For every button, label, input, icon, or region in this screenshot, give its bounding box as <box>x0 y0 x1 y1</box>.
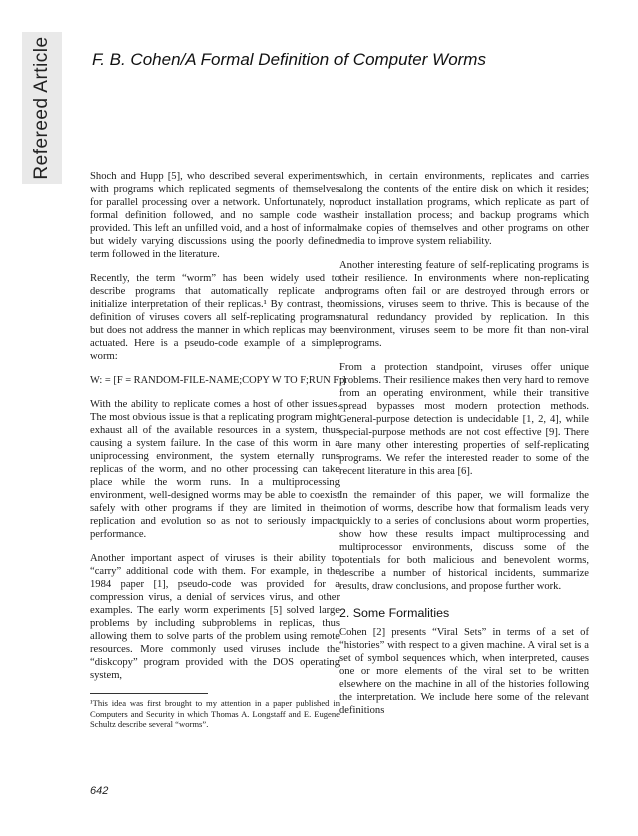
running-head: F. B. Cohen/A Formal Definition of Computer Worms <box>92 50 486 69</box>
footnote-divider <box>90 693 208 694</box>
page-number: 642 <box>90 785 109 797</box>
paragraph: Shoch and Hupp [5], who described several experiments with programs which replicated segments of themselves for parallel processing over a network. Unfortunately, no formal definition followed, and no sample code was provided. This left an unfilled void, and a host of informal but widely varying discussions using the poorly defined term followed in the literature. <box>90 171 340 260</box>
pseudo-code: W: = [F = RANDOM-FILE-NAME;COPY W TO F;RUN F;] <box>90 375 346 386</box>
paragraph: With the ability to replicate comes a host of other issues. The most obvious issue is that a replicating program might exhaust all of the available resources in a system, thus causing a system failure. In the case of this worm in a uniprocessing environment, the system eternally runs replicas of the worm, and no other processing can take place while the worm runs. In a multiprocessing environment, well-designed worms may be able to coexist safely with other programs if they are limited in their replication and evolution so as not to seriously impact performance. <box>90 399 340 540</box>
paragraph: In the remainder of this paper, we will formalize the notion of worms, describe how that formalism leads very quickly to a series of conclusions about worm properties, show how these results impact multiprocessing and multiprocessor environments, discuss some of the potentials for both malicious and benevolent worms, describe a number of historical incidents, summarize results, draw conclusions, and propose further work. <box>339 490 589 592</box>
left-column <box>90 170 346 730</box>
paragraph: Another important aspect of viruses is their ability to “carry” additional code with them. For example, in the 1984 paper [1], pseudo-code was provided for a compression virus, a denial of services virus, and other examples. The early worm experiments [5] solved large problems by including subproblems in replicas, thus allowing them to solve parts of the problem using remote resources. More commonly used viruses include the “diskcopy” program provided with the DOS operating system, <box>90 553 340 681</box>
section-heading: 2. Some Formalities <box>339 606 450 620</box>
footnote: ¹This idea was first brought to my attention in a paper published in Computers and Security in which Thomas A. Longstaff and E. Eugene Schultz describe several “worms”. <box>90 698 340 729</box>
paragraph: Another interesting feature of self-replicating programs is their resilience. In environments where non-replicating programs often fail or are destroyed through errors or omissions, viruses seem to thrive. This is because of the natural redundancy provided by replication. In this environment, viruses seem to be more fit than non-viral programs. <box>339 260 589 349</box>
paragraph: which, in certain environments, replicates and carries along the contents of the entire disk on which it resides; product installation programs, which replicate as part of their installation process; and backup programs which make copies of themselves and other programs on other media to improve system reliability. <box>339 171 589 247</box>
side-label <box>22 32 62 184</box>
right-column <box>339 170 589 728</box>
paragraph: From a protection standpoint, viruses offer unique problems. Their resilience makes then very hard to remove from an operating environment, while their transitive spread bypasses most modern protection methods. General-purpose detection is undecidable [1, 2, 4], while special-purpose methods are not cost effective [9]. There are many other interesting properties of self-replicating programs. We refer the interested reader to some of the recent literature in this area [6]. <box>339 362 589 477</box>
paragraph: Recently, the term “worm” has been widely used to describe programs that automatically replicate and initialize interpretation of their replicas.¹ By contrast, the definition of viruses covers all self-replicating programs but does not address the manner in which replicas may be actuated. Here is a pseudo-code example of a simple worm: <box>90 273 340 362</box>
paragraph: Cohen [2] presents “Viral Sets” in terms of a set of “histories” with respect to a given machine. A viral set is a set of symbol sequences which, when interpreted, causes one or more elements of the viral set to be written elsewhere on the machine in all of the histories following the interpretation. We include here some of the relevant definitions <box>339 627 589 716</box>
side-label-text: Refereed Article <box>31 36 52 180</box>
